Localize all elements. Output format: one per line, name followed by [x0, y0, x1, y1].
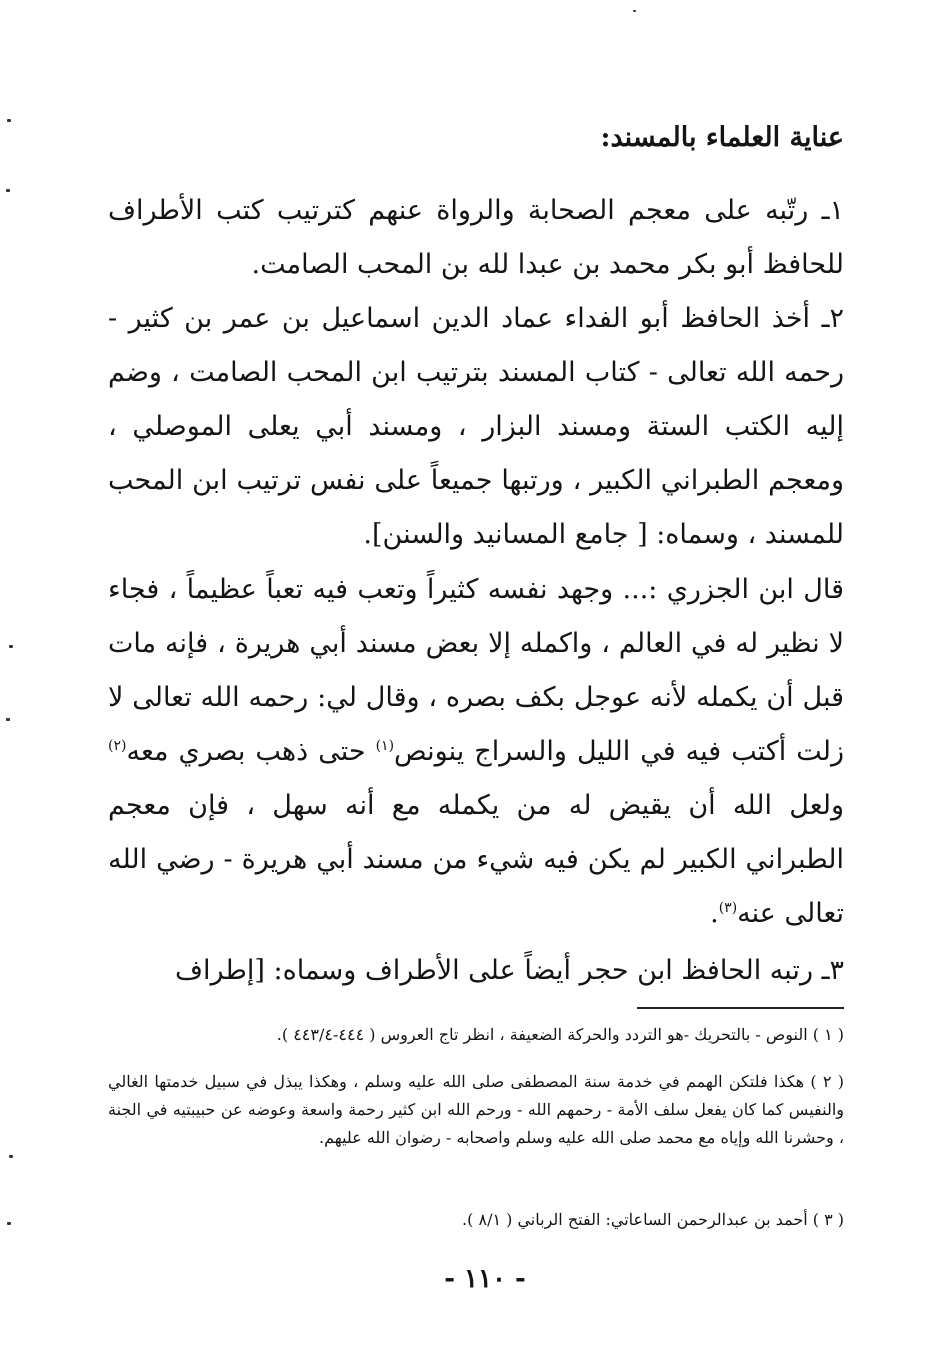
scan-speck: [9, 645, 13, 648]
scan-speck: [9, 1155, 13, 1158]
footnote-3: ( ٣ ) أحمد بن عبدالرحمن الساعاتي: الفتح الرباني ( ٨/١ ).: [462, 1210, 844, 1229]
paragraph-3-text: حتى ذهب بصري معه: [126, 736, 376, 767]
scan-speck: [6, 189, 10, 192]
footnote-2: ( ٢ ) هكذا فلتكن الهمم في خدمة سنة المصطفى صلى الله عليه وسلم ، وهكذا يبذل في سبيل خدمتها الغالي والنفيس كما كان يفعل سلف الأمة - رحمهم الله - ورحم الله ابن كثير رحمة واسعة وعوضه عن حبيبتيه في الجنة ، وحشرنا الله وإياه مع محمد صلى الله عليه وسلم واصحابه - رضوان الله عليهم.: [108, 1072, 845, 1147]
scan-speck: [6, 718, 10, 721]
paragraph-3-text: ولعل الله أن يقيض له من يكمله مع أنه سهل ، فإن معجم الطبراني الكبير لم يكن فيه شيء من مسند أبي هريرة - رضي الله تعالى عنه: [108, 790, 844, 929]
paragraph-3-text: .: [710, 898, 719, 929]
scan-speck: [7, 119, 11, 122]
paragraph-1: ١ـ رتّبه على معجم الصحابة والرواة عنهم كترتيب كتب الأطراف للحافظ أبو بكر محمد بن عبدا لله بن المحب الصامت.: [108, 195, 844, 280]
paragraph-2: ٢ـ أخذ الحافظ أبو الفداء عماد الدين اسماعيل بن عمر بن كثير - رحمه الله تعالى - كتاب المسند بترتيب ابن المحب الصامت ، وضم إليه الكتب الستة ومسند البزار ، ومسند أبي يعلى الموصلي ، ومعجم الطبراني الكبير ، ورتبها جميعاً على نفس ترتيب ابن المحب للمسند ، وسماه: [ جامع المسانيد والسنن].: [108, 303, 844, 550]
scan-speck: [633, 10, 636, 12]
footnote-separator: [637, 1007, 844, 1009]
section-heading: عناية العلماء بالمسند:: [600, 122, 844, 153]
footnote-1: ( ١ ) النوص - بالتحريك -هو التردد والحركة الضعيفة ، انظر تاج العروس ( ٤٤٤-٤٤٣/٤ ).: [276, 1025, 844, 1044]
footnote-ref-2[interactable]: (٢): [108, 738, 127, 754]
paragraph-3-text: قال ابن الجزري :... وجهد نفسه كثيراً وتعب فيه تعباً عظيماً ، فجاء لا نظير له في العالم ، واكمله إلا بعض مسند أبي هريرة ، فإنه مات قبل أن يكمله لأنه عوجل بكف بصره ، وقال لي: رحمه الله تعالى لا زلت أكتب فيه في الليل والسراج ينونص: [108, 574, 845, 767]
paragraph-4: ٣ـ رتبه الحافظ ابن حجر أيضاً على الأطراف وسماه: [إطراف: [175, 955, 844, 986]
footnote-ref-1[interactable]: (١): [375, 738, 395, 754]
paragraph-3: [108, 563, 844, 941]
scan-speck: [7, 1222, 11, 1225]
page-number: - ١١٠ -: [444, 1264, 526, 1294]
footnote-ref-3[interactable]: (٣): [718, 900, 738, 916]
